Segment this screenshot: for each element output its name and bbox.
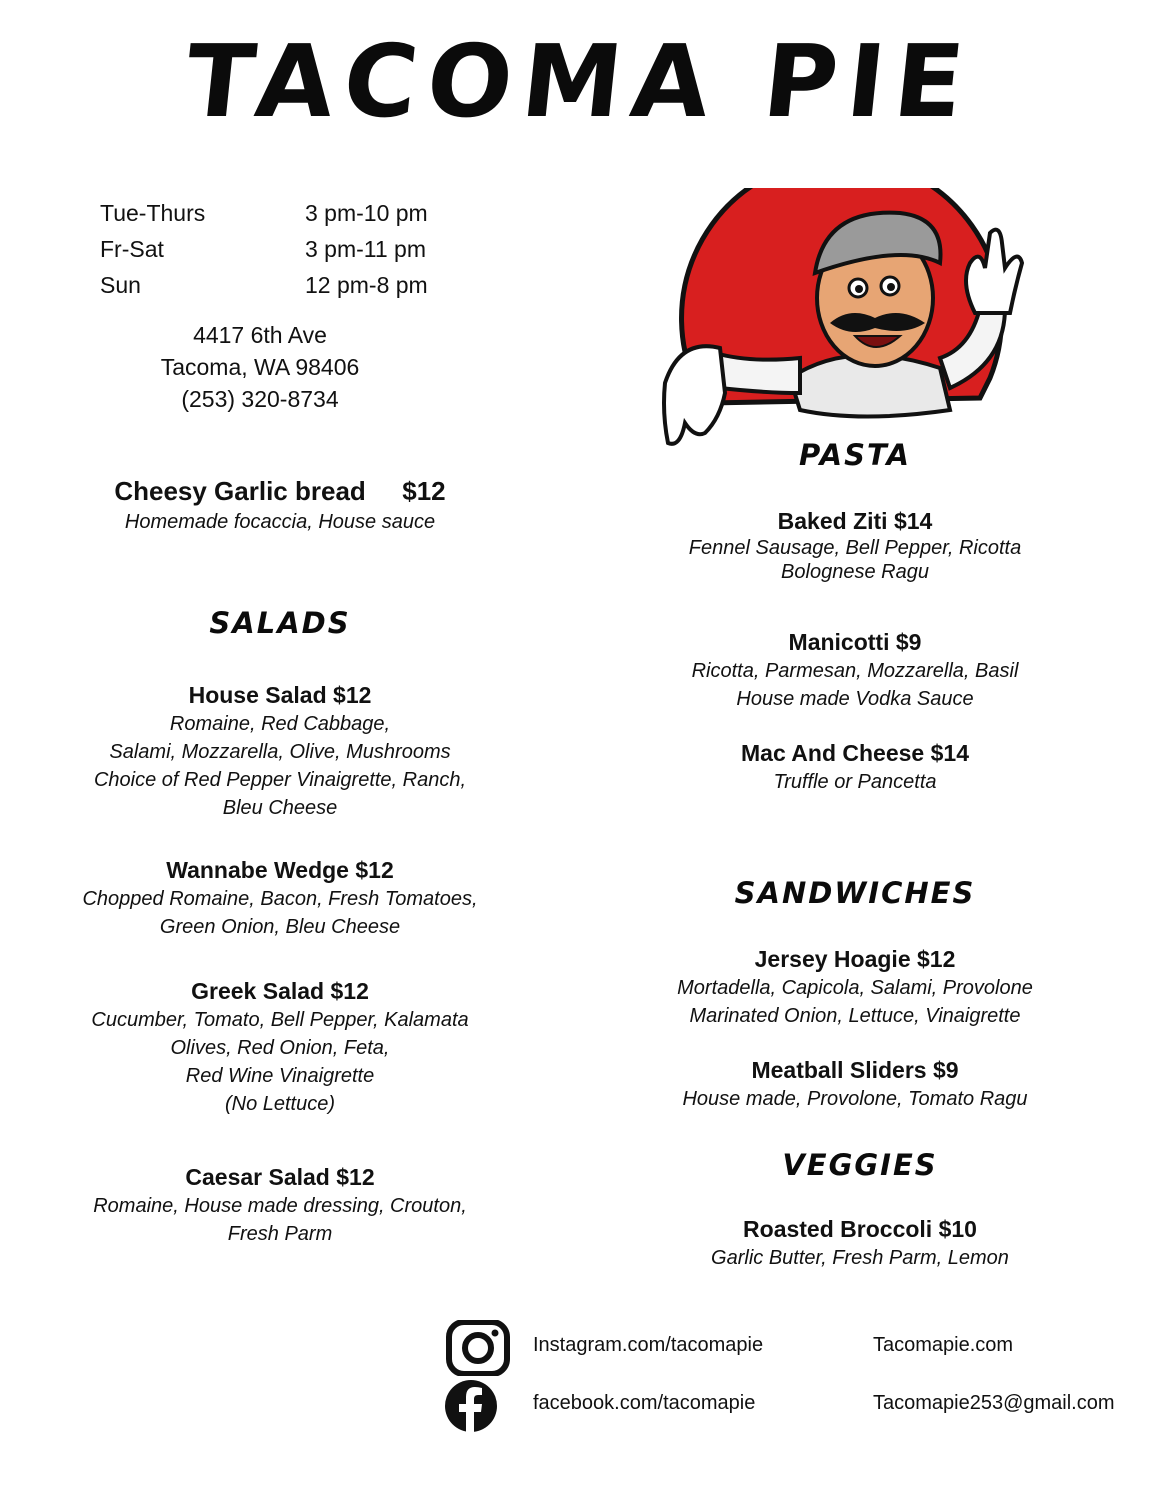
email-link[interactable]: Tacomapie253@gmail.com xyxy=(873,1392,1115,1414)
hours-time: 3 pm-10 pm xyxy=(305,200,428,226)
facebook-link[interactable]: facebook.com/tacomapie xyxy=(533,1392,756,1414)
starter-price: $12 xyxy=(402,476,446,506)
item-name: Jersey Hoagie $12 xyxy=(754,946,956,972)
item-desc-line: Green Onion, Bleu Cheese xyxy=(159,916,401,938)
menu-item xyxy=(655,944,1055,1030)
chef-mascot-logo xyxy=(650,188,1040,463)
menu-item xyxy=(655,627,1055,713)
instagram-link[interactable]: Instagram.com/tacomapie xyxy=(533,1334,764,1356)
item-name: Caesar Salad $12 xyxy=(185,1164,375,1190)
address-block xyxy=(60,319,460,415)
item-name: Mac And Cheese $14 xyxy=(741,740,969,766)
item-name: House Salad $12 xyxy=(188,682,372,708)
item-name: Baked Ziti $14 xyxy=(777,508,933,534)
item-desc-line: Romaine, Red Cabbage, xyxy=(169,713,391,735)
menu-item xyxy=(660,1214,1060,1272)
menu-item xyxy=(40,680,520,822)
starter-desc: Homemade focaccia, House sauce xyxy=(124,511,436,533)
menu-item xyxy=(40,976,520,1118)
menu-item xyxy=(40,855,520,941)
hours-time: 3 pm-11 pm xyxy=(305,236,427,262)
address-street: 4417 6th Ave xyxy=(193,322,327,348)
starter-name: Cheesy Garlic bread xyxy=(114,476,366,506)
menu-item xyxy=(655,738,1055,796)
item-name: Roasted Broccoli $10 xyxy=(743,1216,977,1242)
item-name: Greek Salad $12 xyxy=(191,978,369,1004)
menu-item xyxy=(40,1162,520,1248)
item-name: Wannabe Wedge $12 xyxy=(166,857,394,883)
item-desc-line: Red Wine Vinaigrette xyxy=(185,1065,375,1087)
address-city: Tacoma, WA 98406 xyxy=(160,354,360,380)
item-desc-line: Mortadella, Capicola, Salami, Provolone xyxy=(677,977,1033,999)
item-desc-line: Salami, Mozzarella, Olive, Mushrooms xyxy=(109,741,451,763)
item-desc-line: Romaine, House made dressing, Crouton, xyxy=(93,1195,467,1217)
hours-day: Fr-Sat xyxy=(100,236,164,262)
item-desc-line: Fresh Parm xyxy=(227,1223,333,1245)
menu-item xyxy=(655,506,1055,584)
item-desc-line: Cucumber, Tomato, Bell Pepper, Kalamata xyxy=(91,1009,469,1031)
hours-day: Tue-Thurs xyxy=(100,200,206,226)
item-desc-line: House made Vodka Sauce xyxy=(736,688,974,710)
item-desc-line: House made, Provolone, Tomato Ragu xyxy=(682,1088,1028,1110)
item-name: Meatball Sliders $9 xyxy=(751,1057,959,1083)
item-desc-line: Chopped Romaine, Bacon, Fresh Tomatoes, xyxy=(82,888,478,910)
restaurant-title: TACOMA PIE xyxy=(180,23,980,140)
menu-item xyxy=(655,1055,1055,1113)
item-desc-line: Marinated Onion, Lettuce, Vinaigrette xyxy=(689,1005,1021,1027)
section-heading-pasta: PASTA xyxy=(799,438,911,472)
item-desc-line: Olives, Red Onion, Feta, xyxy=(170,1037,390,1059)
item-desc-line: Fennel Sausage, Bell Pepper, Ricotta xyxy=(688,537,1022,559)
section-heading-sandwiches: SANDWICHES xyxy=(734,876,976,910)
item-desc-line: (No Lettuce) xyxy=(224,1093,336,1115)
item-desc-line: Bolognese Ragu xyxy=(781,561,929,583)
item-desc-line: Garlic Butter, Fresh Parm, Lemon xyxy=(711,1247,1009,1269)
instagram-icon[interactable] xyxy=(445,1320,511,1376)
item-desc-line: Truffle or Pancetta xyxy=(773,771,937,793)
section-heading-veggies: VEGGIES xyxy=(782,1148,938,1182)
hours-row xyxy=(100,236,520,272)
item-name: Manicotti $9 xyxy=(788,629,922,655)
item-desc-line: Ricotta, Parmesan, Mozzarella, Basil xyxy=(691,660,1019,682)
item-desc-line: Choice of Red Pepper Vinaigrette, Ranch, xyxy=(93,769,467,791)
address-phone[interactable]: (253) 320-8734 xyxy=(181,386,339,412)
hours-time: 12 pm-8 pm xyxy=(305,272,428,298)
hours-row xyxy=(100,272,520,308)
section-heading-salads: SALADS xyxy=(209,606,351,640)
hours-day: Sun xyxy=(100,272,141,298)
hours-row xyxy=(100,200,520,236)
item-desc-line: Bleu Cheese xyxy=(222,797,338,819)
website-link[interactable]: Tacomapie.com xyxy=(873,1334,1014,1356)
facebook-icon[interactable] xyxy=(443,1378,499,1434)
starter-item xyxy=(40,474,520,536)
